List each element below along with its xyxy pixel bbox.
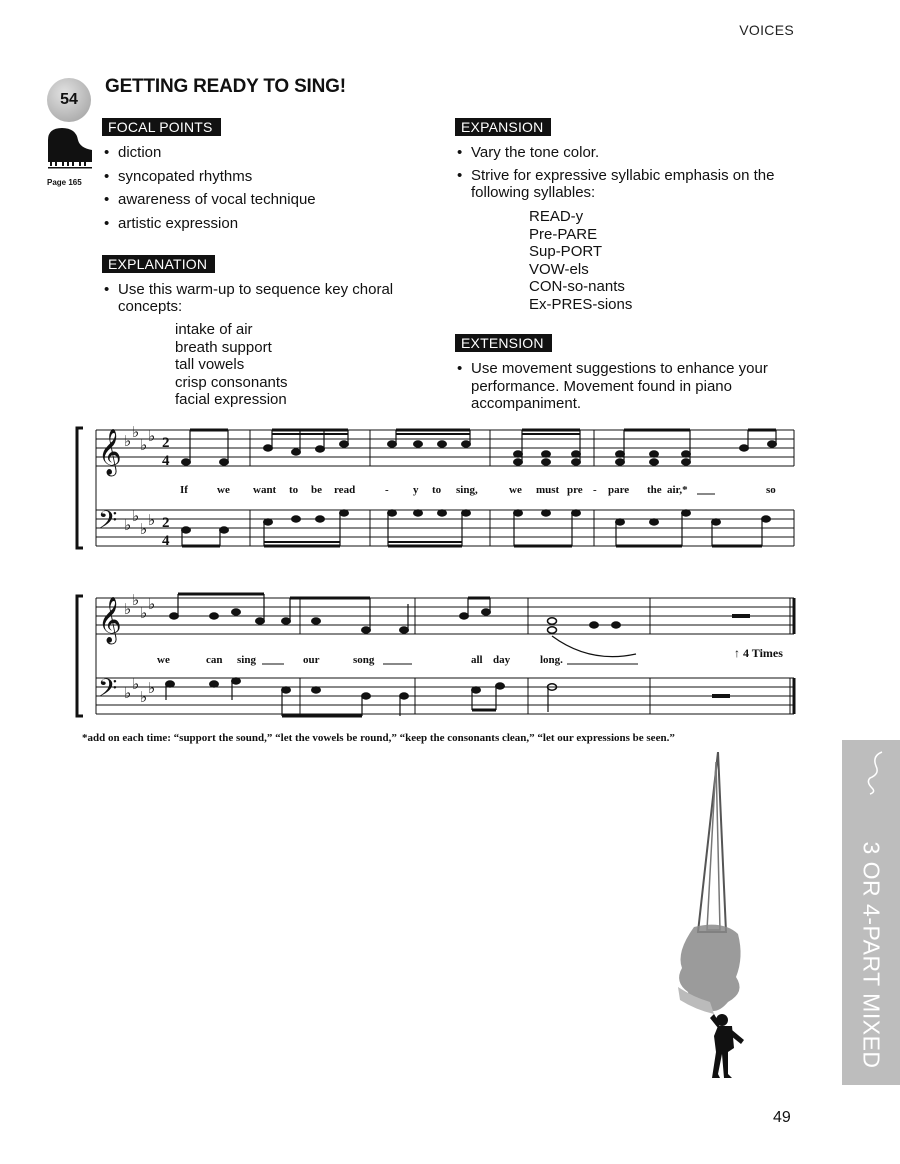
list-item: tall vowels: [175, 356, 245, 374]
list-item: READ-y: [529, 208, 584, 225]
musical-flourish-icon: [862, 748, 890, 796]
expansion-label: EXPANSION: [455, 118, 551, 136]
list-item: • Use movement suggestions to enhance your performance. Movement found in piano accompaniment.: [455, 360, 790, 413]
page-number: 49: [773, 1109, 791, 1126]
lyric-syllable: -: [593, 484, 597, 496]
svg-text:♭: ♭: [124, 432, 132, 450]
list-item: crisp consonants: [175, 373, 288, 391]
lyric-syllable: If: [180, 484, 188, 496]
lyric-syllable: to: [432, 484, 442, 496]
lyric-syllable: so: [766, 484, 776, 496]
svg-text:♭: ♭: [132, 423, 140, 441]
lesson-title: GETTING READY TO SING!: [105, 76, 346, 97]
svg-text:4: 4: [162, 533, 170, 549]
lyric-syllable: to: [289, 484, 299, 496]
list-item: intake of air: [175, 321, 253, 338]
svg-text:♭: ♭: [148, 595, 156, 613]
repeat-marking: [734, 646, 783, 661]
list-item: CON-so-nants: [529, 278, 625, 296]
lyric-syllable: we: [509, 484, 522, 496]
section-header: VOICES: [739, 22, 794, 38]
lyric-syllable: sing,: [456, 484, 478, 496]
svg-text:♭: ♭: [124, 516, 132, 534]
lyric-syllable: read: [334, 484, 356, 496]
lyric-syllable: can: [206, 654, 223, 666]
svg-text:♭: ♭: [140, 520, 148, 538]
svg-text:♭: ♭: [132, 507, 140, 525]
list-item: • Use this warm-up to sequence key choral concepts:: [102, 281, 432, 315]
lyric-syllable: pare: [608, 484, 630, 496]
chapter-tab-label: 3 OR 4-PART MIXED: [858, 841, 885, 1069]
list-item: Sup-PORT: [529, 243, 603, 261]
footnote: *add on each time: “support the sound,” “let the vowels be round,” “keep the consonants clean,” “let our expressions be seen.”: [82, 732, 675, 744]
list-item: • syncopated rhythms: [102, 167, 316, 186]
list-item: breath support: [175, 338, 272, 356]
singer-illustration: [648, 752, 778, 1082]
svg-text:♭: ♭: [148, 679, 156, 697]
svg-text:2: 2: [162, 515, 170, 531]
svg-text:♭: ♭: [124, 600, 132, 618]
lyric-syllable: must: [536, 484, 560, 496]
lyric-syllable: be: [311, 484, 322, 496]
svg-text:𝄢: 𝄢: [98, 674, 118, 709]
lyric-syllable: day: [493, 654, 511, 666]
svg-text:𝄞: 𝄞: [98, 429, 122, 475]
list-item: • artistic expression: [102, 214, 316, 233]
explanation-label: EXPLANATION: [102, 255, 215, 273]
svg-text:♭: ♭: [148, 511, 156, 529]
lyric-syllable: want: [253, 484, 277, 496]
lyric-syllable: long.: [540, 654, 563, 666]
svg-text:𝄞: 𝄞: [98, 597, 122, 643]
list-item: facial expression: [175, 391, 287, 409]
lyric-syllable: our: [303, 654, 320, 666]
svg-text:♭: ♭: [124, 684, 132, 702]
focal-points-label: FOCAL POINTS: [102, 118, 221, 136]
svg-text:♭: ♭: [132, 591, 140, 609]
page-reference: Page 165: [47, 178, 82, 187]
lyric-syllable: sing: [237, 654, 256, 666]
svg-text:♭: ♭: [140, 604, 148, 622]
svg-text:♭: ♭: [140, 688, 148, 706]
list-item: • diction: [102, 143, 316, 162]
chapter-tab: [842, 740, 900, 1085]
lesson-number: 54: [60, 91, 78, 108]
lyric-syllable: the: [647, 484, 662, 496]
lyric-syllable: we: [217, 484, 230, 496]
svg-text:♭: ♭: [132, 675, 140, 693]
arrow-up-icon: ↑: [734, 646, 740, 660]
lyric-syllable: we: [157, 654, 170, 666]
svg-text:4: 4: [162, 453, 170, 469]
lyric-syllable: air,*: [667, 484, 688, 496]
lyric-syllable: -: [385, 484, 389, 496]
list-item: VOW-els: [529, 260, 589, 278]
repeat-count: 4 Times: [743, 646, 783, 660]
svg-text:♭: ♭: [140, 436, 148, 454]
svg-text:𝄢: 𝄢: [98, 506, 118, 541]
list-item: Pre-PARE: [529, 225, 598, 243]
list-item: • awareness of vocal technique: [102, 190, 316, 209]
lyric-syllable: all: [471, 654, 483, 666]
lyric-syllable: song: [353, 654, 375, 666]
extension-label: EXTENSION: [455, 334, 552, 352]
lyric-syllable: pre: [567, 484, 583, 496]
lyric-syllable: y: [413, 484, 419, 496]
svg-text:2: 2: [162, 435, 170, 451]
list-item: • Vary the tone color.: [455, 143, 795, 162]
list-item: • Strive for expressive syllabic emphasis on the following syllables:: [455, 167, 795, 201]
list-item: Ex-PRES-sions: [529, 295, 633, 313]
svg-text:♭: ♭: [148, 427, 156, 445]
